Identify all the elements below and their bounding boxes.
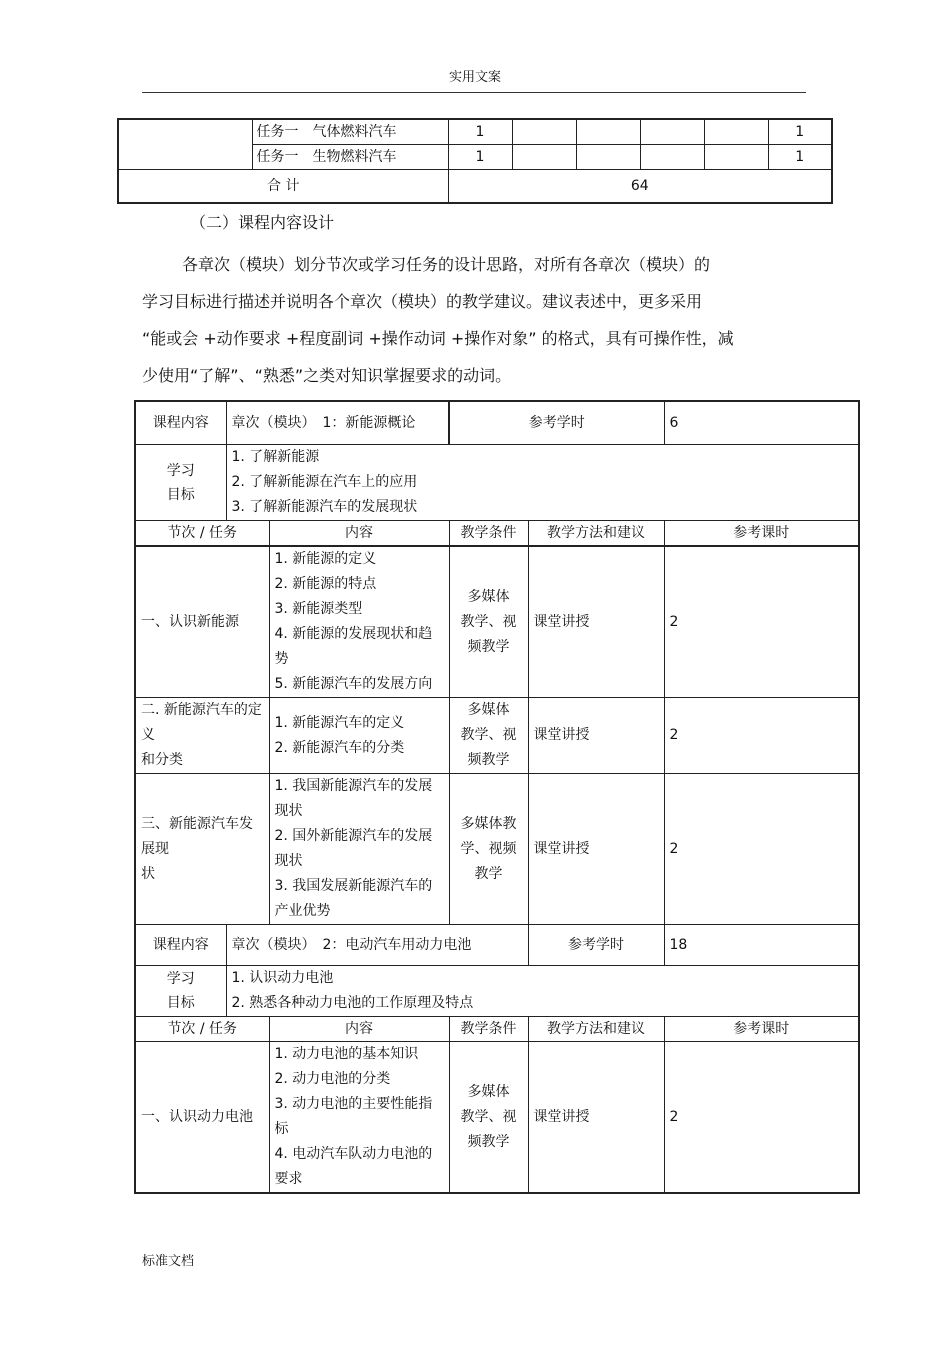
empty-cell bbox=[704, 145, 768, 170]
condition-line: 教学、视 bbox=[460, 727, 517, 743]
content-line: 4. 新能源的发展现状和趋 bbox=[274, 626, 433, 642]
value-cell: 1 bbox=[768, 119, 832, 145]
hours-value: 6 bbox=[664, 401, 859, 445]
hours-value: 18 bbox=[664, 925, 859, 966]
content-line: 3. 我国发展新能源汽车的 bbox=[274, 878, 433, 894]
task-cell bbox=[135, 698, 269, 774]
content-line: 势 bbox=[274, 651, 289, 667]
task-line: 状 bbox=[141, 865, 155, 882]
total-row bbox=[118, 170, 832, 204]
page-header-title: 实用文案 bbox=[448, 70, 501, 85]
table-row bbox=[135, 546, 859, 698]
col-header-hours: 参考课时 bbox=[664, 1017, 859, 1042]
goals-list bbox=[226, 445, 859, 521]
condition-cell bbox=[449, 1042, 528, 1194]
module-header-row bbox=[135, 401, 859, 445]
col-header-content: 内容 bbox=[269, 521, 449, 547]
method-cell: 课堂讲授 bbox=[528, 774, 664, 925]
chapter-title: 章次（模块） 1：新能源概论 bbox=[226, 401, 449, 445]
paragraph-line: 学习目标进行描述并说明各个章次（模块）的教学建议。建议表述中，更多采用 bbox=[142, 292, 703, 311]
content-cell bbox=[269, 698, 449, 774]
content-line: 1. 新能源的定义 bbox=[274, 551, 377, 567]
goal-item: 2. 了解新能源在汽车上的应用 bbox=[231, 474, 418, 490]
condition-line: 频教学 bbox=[467, 752, 510, 768]
condition-line: 频教学 bbox=[467, 638, 510, 655]
module-header-row bbox=[135, 925, 859, 966]
empty-cell bbox=[576, 119, 640, 145]
value-cell: 1 bbox=[448, 119, 512, 145]
goals-row bbox=[135, 966, 859, 1017]
task-cell: 一、认识新能源 bbox=[135, 546, 269, 698]
task-cell: 一、认识动力电池 bbox=[135, 1042, 269, 1194]
column-header-row bbox=[135, 521, 859, 547]
condition-line: 教学、视 bbox=[460, 613, 517, 630]
content-line: 3. 动力电池的主要性能指 bbox=[274, 1096, 433, 1112]
hours-cell: 2 bbox=[664, 698, 859, 774]
method-cell: 课堂讲授 bbox=[528, 546, 664, 698]
content-line: 2. 国外新能源汽车的发展 bbox=[274, 828, 433, 844]
method-cell: 课堂讲授 bbox=[528, 1042, 664, 1194]
col-header-condition: 教学条件 bbox=[449, 521, 528, 547]
col-header-task: 节次 / 任务 bbox=[135, 521, 269, 547]
empty-cell bbox=[512, 119, 576, 145]
condition-line: 教学、视 bbox=[460, 1108, 517, 1125]
condition-cell bbox=[449, 774, 528, 925]
section-title: （二）课程内容设计 bbox=[190, 213, 335, 232]
content-line: 5. 新能源汽车的发展方向 bbox=[274, 676, 433, 692]
condition-cell bbox=[449, 698, 528, 774]
paragraph-line: 少使用“了解”、“熟悉”之类对知识掌握要求的动词。 bbox=[142, 366, 512, 385]
goals-label bbox=[135, 966, 226, 1017]
intro-paragraph bbox=[142, 246, 812, 394]
content-cell bbox=[269, 1042, 449, 1194]
value-cell: 1 bbox=[448, 145, 512, 170]
hours-label: 参考学时 bbox=[528, 925, 664, 966]
goal-item: 2. 熟悉各种动力电池的工作原理及特点 bbox=[231, 995, 474, 1011]
empty-cell bbox=[512, 145, 576, 170]
condition-line: 多媒体 bbox=[467, 702, 510, 718]
goal-item: 1. 了解新能源 bbox=[231, 449, 320, 465]
task-line: 二. 新能源汽车的定义 bbox=[141, 702, 262, 743]
task-cell: 任务一 气体燃料汽车 bbox=[252, 119, 448, 145]
content-line: 产业优势 bbox=[274, 903, 331, 919]
col-header-method: 教学方法和建议 bbox=[528, 521, 664, 547]
table-row bbox=[135, 1042, 859, 1194]
goals-list bbox=[226, 966, 859, 1017]
goals-label-line: 目标 bbox=[166, 486, 195, 503]
condition-line: 教学 bbox=[474, 865, 503, 882]
content-line: 1. 动力电池的基本知识 bbox=[274, 1046, 419, 1062]
content-line: 标 bbox=[274, 1121, 289, 1137]
col-header-method: 教学方法和建议 bbox=[528, 1017, 664, 1042]
goals-row bbox=[135, 445, 859, 521]
content-line: 1. 新能源汽车的定义 bbox=[274, 714, 405, 731]
content-line: 2. 新能源的特点 bbox=[274, 576, 377, 592]
content-line: 现状 bbox=[274, 803, 303, 819]
content-line: 现状 bbox=[274, 853, 303, 869]
hours-cell: 2 bbox=[664, 1042, 859, 1194]
course-content-label: 课程内容 bbox=[135, 401, 226, 445]
task-line: 和分类 bbox=[141, 752, 183, 768]
empty-cell bbox=[118, 119, 252, 170]
table-row bbox=[135, 698, 859, 774]
method-cell: 课堂讲授 bbox=[528, 698, 664, 774]
empty-cell bbox=[704, 119, 768, 145]
condition-line: 多媒体 bbox=[467, 588, 510, 605]
task-cell bbox=[135, 774, 269, 925]
chapter-title: 章次（模块） 2：电动汽车用动力电池 bbox=[226, 925, 528, 966]
content-line: 2. 新能源汽车的分类 bbox=[274, 739, 405, 756]
value-cell: 1 bbox=[768, 145, 832, 170]
hours-cell: 2 bbox=[664, 774, 859, 925]
table-row bbox=[118, 119, 832, 145]
empty-cell bbox=[640, 145, 704, 170]
task-line: 三、新能源汽车发展现 bbox=[141, 815, 253, 857]
table-row bbox=[135, 774, 859, 925]
content-cell bbox=[269, 774, 449, 925]
condition-line: 频教学 bbox=[467, 1133, 510, 1150]
goal-item: 3. 了解新能源汽车的发展现状 bbox=[231, 499, 418, 515]
hours-label: 参考学时 bbox=[449, 401, 664, 445]
goals-label-line: 学习 bbox=[166, 971, 195, 987]
empty-cell bbox=[576, 145, 640, 170]
condition-line: 多媒体 bbox=[467, 1083, 510, 1100]
empty-cell bbox=[640, 119, 704, 145]
col-header-task: 节次 / 任务 bbox=[135, 1017, 269, 1042]
goal-item: 1. 认识动力电池 bbox=[231, 970, 334, 986]
condition-line: 多媒体教 bbox=[460, 815, 517, 832]
course-content-label: 课程内容 bbox=[135, 925, 226, 966]
content-cell bbox=[269, 546, 449, 698]
goals-label-line: 目标 bbox=[166, 995, 195, 1011]
page-footer-text: 标准文档 bbox=[142, 1254, 195, 1269]
hours-summary-table bbox=[117, 118, 833, 204]
paragraph-line: 各章次（模块）划分节次或学习任务的设计思路，对所有各章次（模块）的 bbox=[182, 255, 711, 274]
total-label: 合 计 bbox=[118, 170, 448, 204]
column-header-row bbox=[135, 1017, 859, 1042]
content-line: 2. 动力电池的分类 bbox=[274, 1071, 391, 1087]
content-line: 3. 新能源类型 bbox=[274, 601, 363, 617]
hours-cell: 2 bbox=[664, 546, 859, 698]
header-divider bbox=[142, 92, 806, 93]
condition-cell bbox=[449, 546, 528, 698]
content-line: 要求 bbox=[274, 1171, 303, 1187]
col-header-content: 内容 bbox=[269, 1017, 449, 1042]
course-content-table bbox=[134, 400, 860, 1194]
task-cell: 任务一 生物燃料汽车 bbox=[252, 145, 448, 170]
col-header-hours: 参考课时 bbox=[664, 521, 859, 547]
condition-line: 学、视频 bbox=[460, 840, 517, 857]
content-line: 1. 我国新能源汽车的发展 bbox=[274, 778, 433, 794]
goals-label-line: 学习 bbox=[166, 462, 195, 479]
paragraph-line: “能或会 +动作要求 +程度副词 +操作动词 +操作对象” 的格式，具有可操作性，减 bbox=[142, 329, 734, 348]
goals-label bbox=[135, 445, 226, 521]
total-value: 64 bbox=[448, 170, 832, 204]
col-header-condition: 教学条件 bbox=[449, 1017, 528, 1042]
content-line: 4. 电动汽车队动力电池的 bbox=[274, 1146, 433, 1162]
